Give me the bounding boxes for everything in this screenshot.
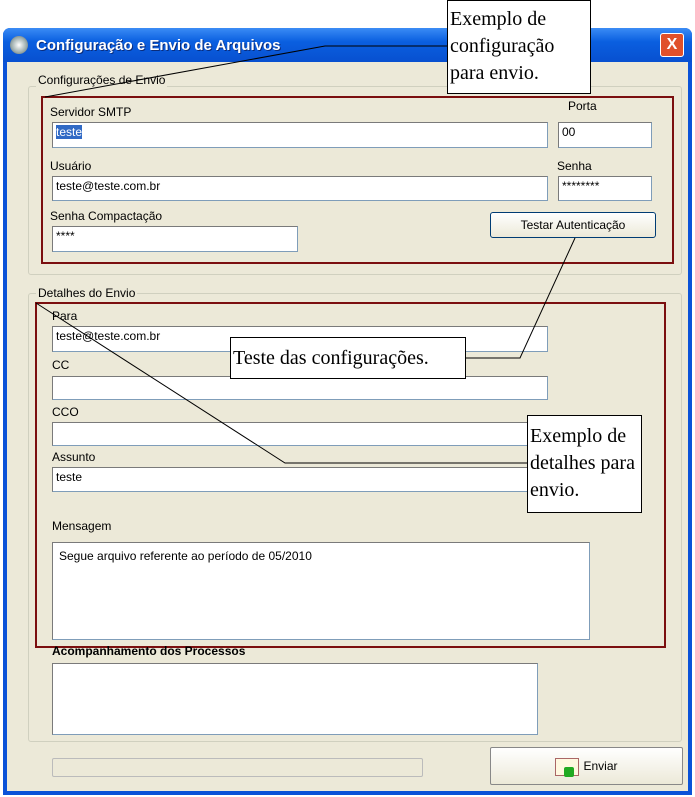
user-input[interactable]: teste@teste.com.br xyxy=(52,176,548,201)
compress-label: Senha Compactação xyxy=(50,209,163,223)
message-label: Mensagem xyxy=(52,519,112,533)
message-textarea[interactable]: Segue arquivo referente ao período de 05/2010 xyxy=(52,542,590,640)
to-label: Para xyxy=(52,309,78,323)
port-label: Porta xyxy=(568,99,597,113)
test-callout-line xyxy=(465,238,575,358)
port-input[interactable]: 00 xyxy=(558,122,652,148)
config-group-label: Configurações de Envio xyxy=(38,73,166,87)
test-callout: Teste das configurações. xyxy=(230,337,466,379)
details-group-label: Detalhes do Envio xyxy=(38,286,136,300)
send-label: Enviar xyxy=(583,759,618,773)
password-input[interactable]: ******** xyxy=(558,176,652,201)
details-callout-line xyxy=(36,303,527,463)
subject-label: Assunto xyxy=(52,450,96,464)
to-input[interactable]: teste@teste.com.br xyxy=(52,326,548,352)
cc-label: CC xyxy=(52,358,70,372)
window-title: Configuração e Envio de Arquivos xyxy=(36,37,281,54)
password-label: Senha xyxy=(557,159,592,173)
compress-password-input[interactable]: **** xyxy=(52,226,298,252)
subject-input[interactable]: teste xyxy=(52,467,548,492)
process-log-label: Acompanhamento dos Processos xyxy=(52,644,246,658)
bcc-label: CCO xyxy=(52,405,79,419)
smtp-label: Servidor SMTP xyxy=(50,105,132,119)
smtp-value: teste xyxy=(56,125,83,139)
close-button[interactable]: X xyxy=(660,33,684,57)
details-callout: Exemplo de detalhes para envio. xyxy=(527,415,642,513)
test-auth-button[interactable]: Testar Autenticação xyxy=(490,212,656,238)
config-callout-line xyxy=(45,46,447,97)
user-label: Usuário xyxy=(50,159,92,173)
config-callout: Exemplo de configuração para envio. xyxy=(447,0,591,94)
